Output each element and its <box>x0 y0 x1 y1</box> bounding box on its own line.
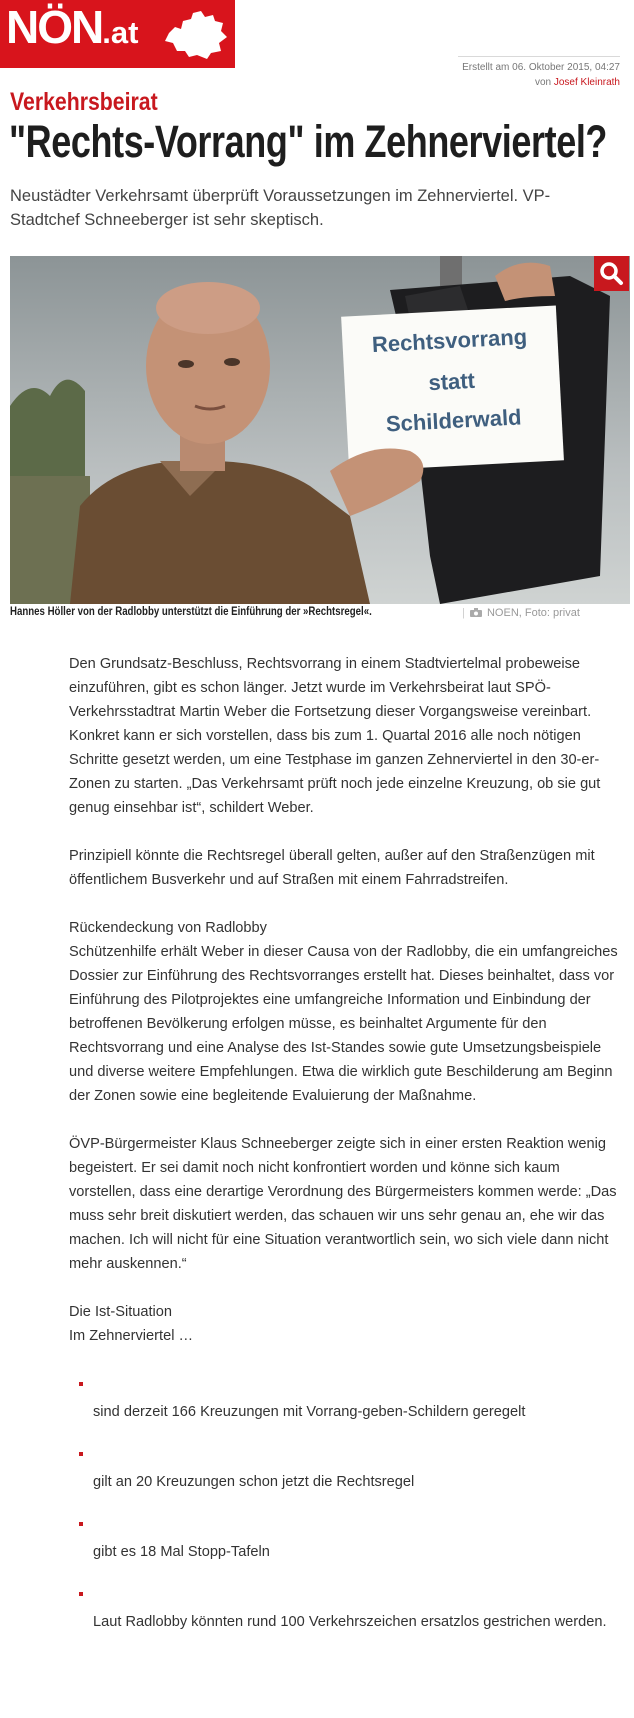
site-logo[interactable] <box>0 0 235 68</box>
article-body <box>69 652 627 1658</box>
sign-text-1: Rechtsvorrang <box>371 324 528 358</box>
meta-divider <box>458 56 620 57</box>
photo-illustration <box>10 256 630 604</box>
list-intro: Im Zehnerviertel … <box>69 1328 194 1344</box>
austria-map-icon <box>163 7 229 61</box>
paragraph-2: Prinzipiell könnte die Rechtsregel überall gelten, außer auf den Straßenzügen mit öffentlichem Busverkehr und auf Straßen mit einem Fahrradstreifen. <box>69 848 595 888</box>
list-item: gibt es 18 Mal Stopp-Tafeln <box>69 1518 627 1564</box>
logo-wordmark: NÖN.at <box>6 1 139 53</box>
zoom-button[interactable] <box>594 256 629 291</box>
author-link[interactable]: Josef Kleinrath <box>553 77 620 88</box>
subhead-radlobby: Rückendeckung von Radlobby <box>69 920 267 936</box>
article-photo[interactable] <box>10 256 630 604</box>
list-item: Laut Radlobby könnten rund 100 Verkehrszeichen ersatzlos gestrichen werden. <box>69 1588 627 1634</box>
list-item: sind derzeit 166 Kreuzungen mit Vorrang-geben-Schildern geregelt <box>69 1378 627 1424</box>
article-meta <box>462 60 620 90</box>
article-lead: Neustädter Verkehrsamt überprüft Voraussetzungen im Zehnerviertel. VP-Stadtchef Schneeberger ist sehr skeptisch. <box>10 187 551 229</box>
photo-caption: Hannes Höller von der Radlobby unterstützt die Einführung der »Rechtsregel«. <box>10 606 372 618</box>
search-icon <box>594 256 629 291</box>
author-line: von Josef Kleinrath <box>534 77 620 88</box>
created-date: 06. Oktober 2015, 04:27 <box>512 62 620 73</box>
article-kicker: Verkehrsbeirat <box>10 88 158 116</box>
article-headline: "Rechts-Vorrang" im Zehnerviertel? <box>9 116 608 167</box>
fact-list <box>69 1378 627 1634</box>
subhead-ist-situation: Die Ist-Situation <box>69 1304 173 1320</box>
created-line: Erstellt am 06. Oktober 2015, 04:27 <box>462 62 620 73</box>
list-item: gilt an 20 Kreuzungen schon jetzt die Rechtsregel <box>69 1448 627 1494</box>
paragraph-4: ÖVP-Bürgermeister Klaus Schneeberger zeigte sich in einer ersten Reaktion wenig begeistert. Er sei damit noch nicht konfrontiert worden und könne sich kaum vorstellen, dass eine derartige Verordnung des Bürgermeisters kommen werde: „Das muss sehr breit diskutiert werden, das schauen wir uns sehr genau an, ehe wir das machen. Ich will nicht für eine Situation verantwortlich sein, wo sich viele dann nicht mehr auskennen.“ <box>69 1136 617 1272</box>
paragraph-1: Den Grundsatz-Beschluss, Rechtsvorrang in einem Stadtviertelmal probeweise einzuführen, gibt es schon länger. Jetzt wurde im Verkehrsbeirat laut SPÖ-Verkehrsstadtrat Martin Weber die Fortsetzung dieser Vorgangsweise vereinbart. Konkret kann er sich vorstellen, dass bis zum 1. Quartal 2016 alle noch nötigen Schritte gesetzt werden, um eine Testphase im ganzen Zehnerviertel in den 30-er-Zonen zu starten. „Das Verkehrsamt prüft noch jede einzelne Kreuzung, ob sie gut genug einsehbar ist“, schildert Weber. <box>69 656 601 816</box>
sign-text-3: Schilderwald <box>385 404 523 437</box>
photo-credit: | NOEN, Foto: privat <box>462 607 580 619</box>
camera-icon <box>470 608 482 617</box>
sign-text-2: statt <box>427 367 476 396</box>
paragraph-3: Schützenhilfe erhält Weber in dieser Causa von der Radlobby, die ein umfangreiches Dossier zur Einführung des Rechtsvorranges erstellt hat. Dieses beinhaltet, dass vor Einführung des Pilotprojektes eine umfangreiche Information und Einbindung der betroffenen Bevölkerung erfolgen müsse, es beinhaltet Argumente für den Rechtsvorrang und eine Analyse des Ist-Standes sowie gute Umsetzungsbeispiele und diverse weitere Empfehlungen. Etwa die wirklich gute Beschilderung am Beginn der Zonen sowie eine begleitende Evaluierung der Maßnahme. <box>69 944 618 1104</box>
